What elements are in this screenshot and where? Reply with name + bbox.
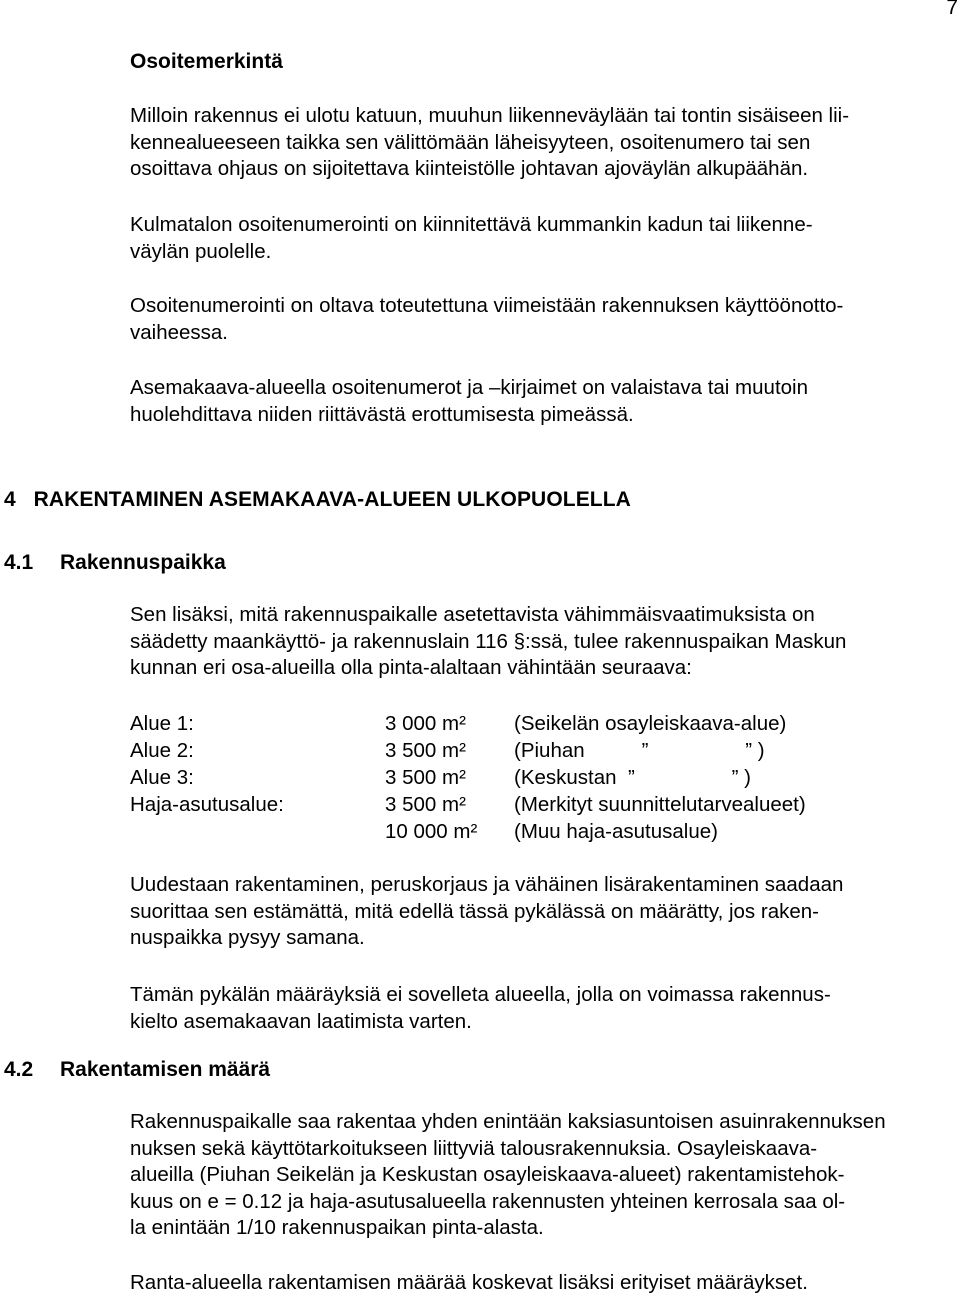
section-number: 4.2 [4, 1058, 34, 1081]
text-line: Milloin rakennus ei ulotu katuun, muuhun liikenneväylään tai tontin sisäiseen lii- [130, 104, 850, 127]
text-line: nuspaikka pysyy samana. [130, 926, 365, 949]
text-line: Rakennuspaikalle saa rakentaa yhden enintään kaksiasuntoisen asuinrakennuksen [130, 1110, 886, 1133]
section-title: Rakennuspaikka [60, 551, 226, 574]
text-line: osoittava ohjaus on sijoitettava kiinteistölle johtavan ajoväylän alkupäähän. [130, 157, 809, 180]
text-line: nuksen sekä käyttötarkoitukseen liittyviä talousrakennuksia. Osayleiskaava- [130, 1136, 818, 1160]
area-size: 3 500 m² [385, 793, 466, 816]
paragraph-building-ban [130, 982, 960, 1035]
paragraph-address-placement [130, 103, 960, 183]
text-line: suorittaa sen estämättä, mitä edellä tässä pykälässä on määrätty, jos raken- [130, 899, 819, 923]
text-line: Ranta-alueella rakentamisen määrää koskevat lisäksi erityiset määräykset. [130, 1271, 808, 1294]
heading-section-4-2 [4, 1058, 270, 1082]
paragraph-lighting [130, 375, 960, 428]
text-line: kunnan eri osa-alueilla olla pinta-alaltaan vähintään seuraava: [130, 656, 692, 679]
paragraph-corner-house [130, 212, 960, 265]
text-line: huolehdittava niiden riittävästä erottumisesta pimeässä. [130, 402, 634, 426]
text-line: Tämän pykälän määräyksiä ei sovelleta alueella, jolla on voimassa rakennus- [130, 983, 831, 1006]
paragraph-building-amount [130, 1109, 960, 1242]
area-description: (Piuhan ” ” ) [514, 739, 765, 762]
text-line: Uudestaan rakentaminen, peruskorjaus ja vähäinen lisärakentaminen saadaan [130, 873, 844, 896]
area-description: (Keskustan ” ” ) [514, 766, 751, 789]
text-line: väylän puolelle. [130, 239, 272, 263]
text-line: kennealueeseen taikka sen välittömään läheisyyteen, osoitenumero tai sen [130, 130, 811, 154]
paragraph-rebuilding [130, 872, 960, 952]
heading-section-4-1 [4, 551, 226, 575]
area-size: 10 000 m² [385, 820, 478, 843]
area-name: Alue 3: [130, 766, 194, 789]
text-line: vaiheessa. [130, 320, 229, 344]
text-line: la enintään 1/10 rakennuspaikan pinta-alasta. [130, 1216, 544, 1239]
page-number: 7 [946, 0, 958, 19]
section-number: 4.1 [4, 551, 34, 574]
area-size: 3 500 m² [385, 739, 466, 762]
text-line: säädetty maankäyttö- ja rakennuslain 116 §:ssä, tulee rakennuspaikan Maskun [130, 629, 847, 653]
text-line: kuus on e = 0.12 ja haja-asutusalueella rakennusten yhteinen kerrosala saa ol- [130, 1189, 846, 1213]
paragraph-building-site-intro [130, 602, 960, 682]
text-line: alueilla (Piuhan Seikelän ja Keskustan osayleiskaava-alueet) rakentamistehok- [130, 1163, 845, 1186]
section-title: Rakentamisen määrä [60, 1058, 271, 1081]
text-line: Kulmatalon osoitenumerointi on kiinnitettävä kummankin kadun tai liikenne- [130, 213, 813, 236]
area-description: (Muu haja-asutusalue) [514, 820, 718, 843]
area-name: Haja-asutusalue: [130, 793, 284, 816]
text-line: Osoitenumerointi on oltava toteutettuna viimeistään rakennuksen käyttöönotto- [130, 294, 844, 317]
text-line: kielto asemakaavan laatimista varten. [130, 1009, 472, 1033]
text-line: Sen lisäksi, mitä rakennuspaikalle asetettavista vähimmäisvaatimuksista on [130, 603, 815, 626]
area-name: Alue 2: [130, 739, 194, 762]
heading-osoitemerkinta: Osoitemerkintä [130, 50, 283, 73]
heading-section-4: 4 RAKENTAMINEN ASEMAKAAVA-ALUEEN ULKOPUOLELLA [4, 488, 631, 511]
text-line: Asemakaava-alueella osoitenumerot ja –kirjaimet on valaistava tai muutoin [130, 376, 808, 399]
area-description: (Merkityt suunnittelutarvealueet) [514, 793, 806, 816]
area-size: 3 500 m² [385, 766, 466, 789]
area-size: 3 000 m² [385, 712, 466, 735]
area-name: Alue 1: [130, 712, 194, 735]
area-description: (Seikelän osayleiskaava-alue) [514, 712, 787, 735]
paragraph-numbering-deadline [130, 293, 960, 346]
paragraph-shore-area [130, 1270, 960, 1297]
